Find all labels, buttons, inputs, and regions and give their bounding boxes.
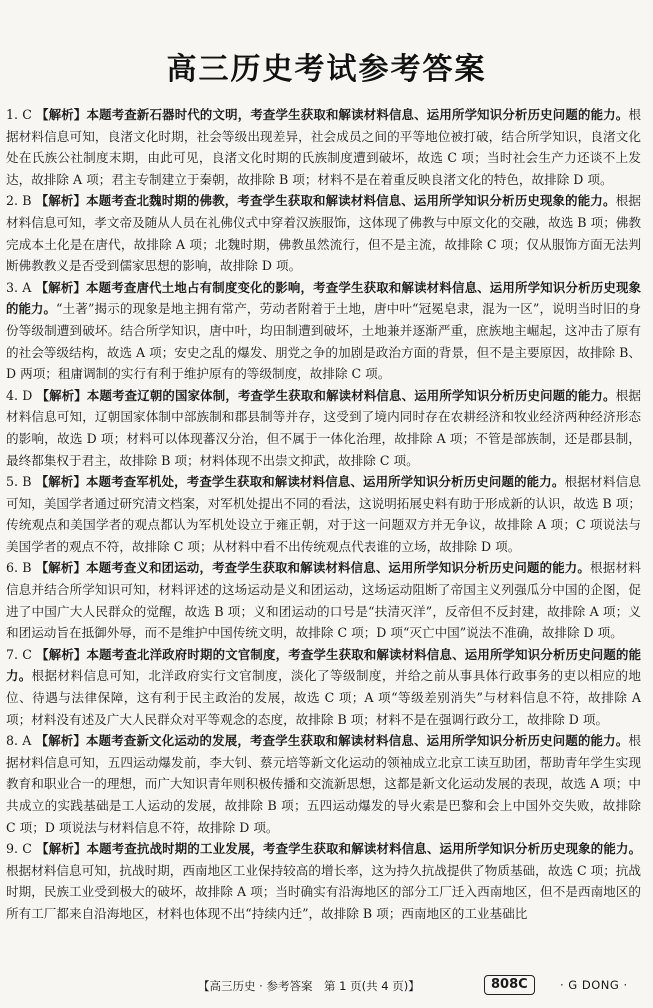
answer-number: 5. B: [6, 474, 32, 490]
answer-number: 9. C: [6, 841, 32, 857]
answer-item: [6, 471, 641, 557]
answer-analysis-heading: 【解析】本题考查北魏时期的佛教，考查学生获取和解读材料信息、运用所学知识分析历史现象的能力。: [35, 193, 616, 209]
answer-analysis-heading: 【解析】本题考查军机处，考查学生获取和解读材料信息、运用所学知识分析历史问题的能力。: [35, 474, 565, 490]
answer-item: [6, 730, 641, 838]
answer-number: 3. A: [6, 279, 32, 295]
answer-analysis-body: 根据材料信息可知，良渚文化时期，社会等级出现差异，社会成员之间的平等地位被打破，结合所学知识，良渚文化处在氏族公社制度末期，由此可见，良渚文化时期的氏族制度遭到破坏，故选 C 项；当时社会生产力还谈不上发达，故排除 A 项；君主专制建立于秦朝，故排除 B 项；材料不是在着重反映良渚文化的特色，故排除 D 项。: [6, 107, 641, 187]
answer-item: [6, 190, 641, 276]
answer-analysis-body: 根据材料信息可知，孝文帝及随从人员在礼佛仪式中穿着汉族服饰，这体现了佛教与中原文化的交融，故选 B 项；佛教完成本土化是在唐代，故排除 A 项；北魏时期，佛教虽然流行，但不是主流，故排除 C 项；仅从服饰方面无法判断佛教教义是否受到儒家思想的影响，故排除 D 项。: [6, 193, 641, 274]
answer-analysis-heading: 【解析】本题考查新石器时代的文明，考查学生获取和解读材料信息、运用所学知识分析历史问题的能力。: [36, 107, 629, 122]
answer-item: [6, 557, 641, 643]
answer-item: [6, 644, 641, 730]
answer-analysis-body: “土著”揭示的现象是地主拥有常产，劳动者附着于土地，唐中叶“冠冕皂隶，混为一区”，说明当时旧的身份等级制遭到破坏。结合所学知识，唐中叶，均田制遭到破坏，土地兼并逐渐严重，庶族地主崛起，这冲击了原有的社会等级结构，故选 A 项；安史之乱的爆发、朋党之争的加剧是政治方面的背景，但不是主要原因，故排除 B、D 两项；租庸调制的实行有利于维护原有的等级制度，故排除 C 项。: [6, 301, 641, 382]
answer-item: [6, 838, 641, 924]
answer-list: [6, 104, 641, 925]
footer-code-badge: 808C: [484, 975, 535, 995]
footer-page-info: 【高三历史 · 参考答案 第 1 页(共 4 页)】: [198, 979, 420, 993]
answer-analysis-heading: 【解析】本题考查北洋政府时期的文官制度，考查学生获取和解读材料信息、运用所学知识分析历史问题的能力。: [6, 646, 642, 684]
answer-number: 1. C: [6, 107, 32, 122]
answer-number: 8. A: [6, 733, 32, 749]
answer-analysis-heading: 【解析】本题考查义和团运动，考查学生获取和解读材料信息、运用所学知识分析历史问题的能力。: [35, 560, 590, 576]
answer-analysis-heading: 【解析】本题考查唐代土地占有制度变化的影响，考查学生获取和解读材料信息、运用所学知识分析历史现象的能力。: [6, 279, 641, 317]
answer-analysis-body: 根据材料信息并结合所学知识可知，材料评述的这场运动是义和团运动，这场运动阻断了帝国主义列强瓜分中国的企图，促进了中国广大人民群众的觉醒，故选 B 项；义和团运动的口号是“扶清灭洋”，反帝但不反封建，故排除 A 项；义和团运动旨在抵御外辱，而不是维护中国传统文明，故排除 C 项；D 项“灭亡中国”说法不准确，故排除 D 项。: [6, 560, 641, 641]
answer-analysis-body: 根据材料信息可知，辽朝国家体制中部族制和郡县制等并存，这受到了境内同时存在农耕经济和牧业经济两种经济形态的影响，故选 D 项；材料可以体现蕃汉分治，但不属于一体化治理，故排除 A 项；不管是部族制，还是郡县制，最终都集权于君主，故排除 B 项；材料体现不出崇文抑武，故排除 C 项。: [6, 387, 641, 468]
answer-number: 2. B: [6, 193, 32, 209]
answer-analysis-heading: 【解析】本题考查辽朝的国家体制，考查学生获取和解读材料信息、运用所学知识分析历史问题的能力。: [36, 387, 616, 403]
answer-analysis-heading: 【解析】本题考查新文化运动的发展，考查学生获取和解读材料信息、运用所学知识分析历史问题的能力。: [35, 733, 629, 749]
footer-brand: · G DONG ·: [560, 978, 628, 992]
page-footer: [0, 974, 653, 998]
answer-item: [6, 385, 641, 471]
answer-number: 7. C: [6, 646, 32, 662]
page-title: 高三历史考试参考答案: [166, 52, 487, 87]
answer-number: 6. B: [6, 560, 32, 576]
answer-item: [6, 277, 641, 385]
answer-item: [6, 104, 641, 190]
answer-analysis-body: 根据材料信息可知，五四运动爆发前，李大钊、蔡元培等新文化运动的领袖成立北京工读互助团，帮助青年学生实现教育和职业合一的理想，而广大知识青年则积极传播和交流新思想，这都是新文化运动发展的表现，故选 A 项；中共成立的实践基础是工人运动的发展，故排除 B 项；五四运动爆发的导火索是巴黎和会上中国外交失败，故排除 C 项；D 项说法与材料信息不符，故排除 D 项。: [6, 733, 641, 835]
answer-analysis-heading: 【解析】本题考查抗战时期的工业发展，考查学生获取和解读材料信息、运用所学知识分析历史现象的能力。: [36, 841, 642, 857]
answer-number: 4. D: [6, 387, 33, 403]
answer-analysis-body: 根据材料信息可知，抗战时期，西南地区工业保持较高的增长率，这为持久抗战提供了物质基础，故选 C 项；抗战时期，民族工业受到极大的破坏，故排除 A 项；当时确实有沿海地区的部分工厂迁入西南地区，但不是西南地区的所有工厂都来自沿海地区，材料也体现不出“持续内迁”，故排除 B 项；西南地区的工业基础比: [6, 862, 641, 921]
answer-analysis-body: 根据材料信息可知，北洋政府实行文官制度，淡化了等级制度，并给之前从事具体行政事务的吏以相应的地位、待遇与法律保障，这有利于民主政治的发展，故选 C 项；A 项“等级差别消失”与材料信息不符，故排除 A 项；材料没有述及广大人民群众对平等观念的态度，故排除 B 项；材料不是在强调行政分工，故排除 D 项。: [6, 668, 642, 727]
answer-analysis-body: 根据材料信息可知，美国学者通过研究清文档案，对军机处提出不同的看法，这说明拓展史料有助于形成新的认识，故选 B 项；传统观点和美国学者的观点都认为军机处设立于雍正朝，对于这一问题双方并无争议，故排除 A 项；C 项说法与美国学者的观点不符，故排除 C 项；从材料中看不出传统观点代表谁的立场，故排除 D 项。: [6, 474, 641, 554]
